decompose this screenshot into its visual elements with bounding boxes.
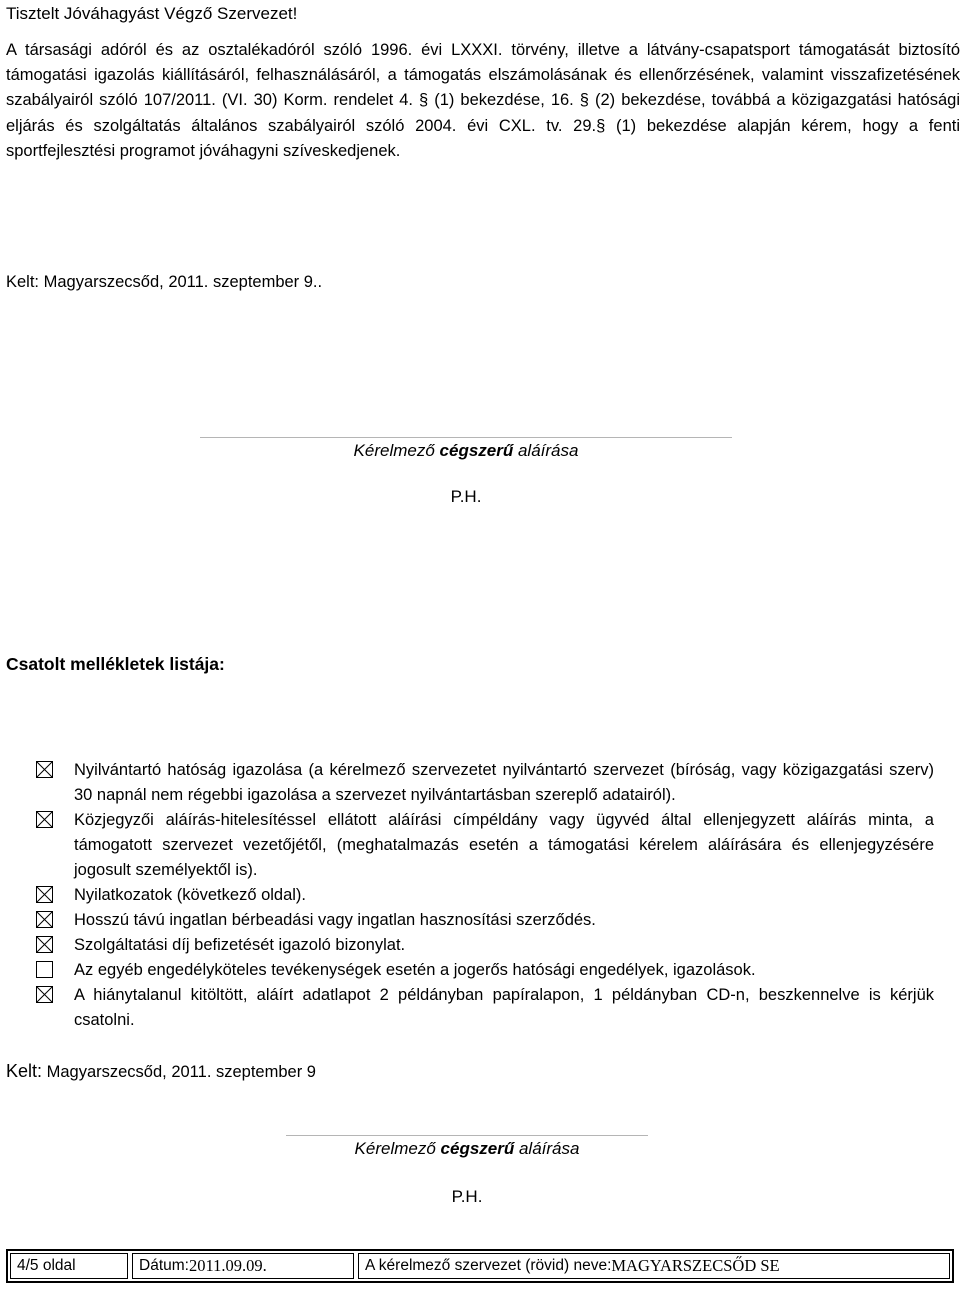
attachment-text: Szolgáltatási díj befizetését igazoló bizonylat. — [74, 936, 406, 954]
checked-checkbox-icon[interactable] — [36, 886, 53, 903]
attachment-text: Az egyéb engedélyköteles tevékenységek esetén a jogerős hatósági engedélyek, igazolások. — [74, 961, 756, 979]
attachment-item — [36, 808, 934, 883]
attachment-item — [36, 958, 934, 983]
date-line-2: Kelt: Magyarszecsőd, 2011. szeptember 9 — [6, 1061, 316, 1081]
attachment-text: Nyilatkozatok (következő oldal). — [74, 886, 307, 904]
checked-checkbox-icon[interactable] — [36, 811, 53, 828]
attachment-item — [36, 758, 934, 808]
checked-checkbox-icon[interactable] — [36, 911, 53, 928]
attachment-text: Nyilvántartó hatóság igazolása (a kérelmező szervezetet nyilvántartó szervezet (bíróság, vagy közigazgatási szerv) 30 napnál nem régebbi igazolása a szervezet nyilvántartásban szereplő adatairól). — [74, 761, 934, 804]
intro-paragraph: A társasági adóról és az osztalékadóról szóló 1996. évi LXXXI. törvény, illetve a látvány-csapatsport támogatását biztosító támogatási igazolás kiállításáról, felhasználásáról, a támogatás elszámolásának és ellenőrzésének, valamint visszafizetésének szabályairól szóló 107/2011. (VI. 30) Korm. rendelet 4. § (1) bekezdése, 16. § (2) bekezdése, továbbá a közigazgatási hatósági eljárás és szolgáltatás általános szabályairól szóló 2004. évi CXL. tv. 29.§ (1) bekezdése alapján kérem, hogy a fenti sportfejlesztési programot jóváhagyni szíveskedjenek. — [6, 41, 960, 160]
greeting: Tisztelt Jóváhagyást Végző Szervezet! — [6, 4, 298, 23]
stamp-placeholder-1: P.H. — [450, 487, 482, 506]
checked-checkbox-icon[interactable] — [36, 986, 53, 1003]
footer-date: Dátum: 2011.09.09. — [132, 1253, 354, 1279]
attachment-text: A hiánytalanul kitöltött, aláírt adatlapot 2 példányban papíralapon, 1 példányban CD-n, beszkennelve is kérjük csatolni. — [74, 986, 934, 1029]
footer-page: 4/5 oldal — [10, 1253, 128, 1279]
signature-line-2 — [286, 1135, 648, 1136]
stamp-placeholder-2: P.H. — [451, 1187, 483, 1206]
attachment-text: Közjegyzői aláírás-hitelesítéssel ellátott aláírási címpéldány vagy ügyvéd által ellenjegyzett aláírás minta, a támogatott szervezet vezetőjétől, (meghatalmazás esetén a támogatási kérelem aláírására és ellenjegyzésére jogosult személyektől is). — [74, 811, 934, 879]
attachment-item — [36, 983, 934, 1033]
attachment-text: Hosszú távú ingatlan bérbeadási vagy ingatlan hasznosítási szerződés. — [74, 911, 596, 929]
signature-label-1: Kérelmező cégszerű aláírása — [353, 441, 579, 460]
footer-org: A kérelmező szervezet (rövid) neve: MAGYARSZECSŐD SE — [358, 1253, 950, 1279]
date-line-1: Kelt: Magyarszecsőd, 2011. szeptember 9.. — [6, 273, 323, 291]
attachment-item — [36, 908, 934, 933]
attachment-item — [36, 883, 934, 908]
signature-label-2: Kérelmező cégszerű aláírása — [354, 1139, 580, 1158]
signature-line-1 — [200, 437, 732, 438]
footer-bar — [6, 1249, 954, 1283]
attachments-title: Csatolt mellékletek listája: — [6, 654, 225, 674]
checked-checkbox-icon[interactable] — [36, 936, 53, 953]
attachments-list — [36, 758, 934, 1033]
empty-checkbox-icon[interactable] — [36, 961, 53, 978]
attachment-item — [36, 933, 934, 958]
checked-checkbox-icon[interactable] — [36, 761, 53, 778]
